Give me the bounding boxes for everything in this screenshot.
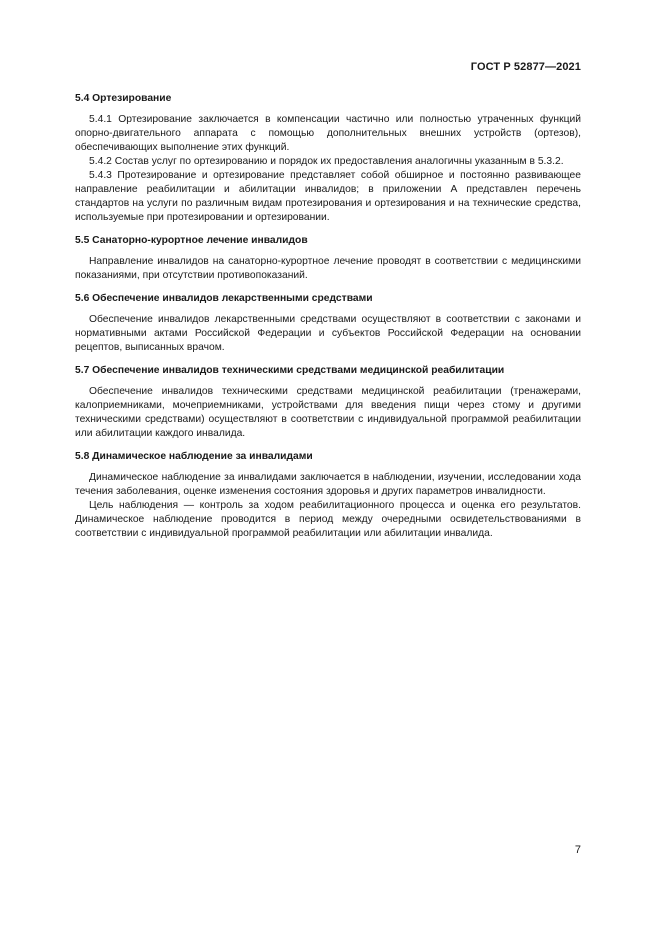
- section-5-8: [75, 450, 581, 541]
- paragraph: 5.4.2 Состав услуг по ортезированию и порядок их предоставления аналогичны указанным в 5.3.2.: [89, 156, 564, 167]
- section-title: 5.5 Санаторно-курортное лечение инвалидов: [75, 235, 308, 246]
- section-title: 5.8 Динамическое наблюдение за инвалидами: [75, 451, 313, 462]
- paragraph: Направление инвалидов на санаторно-курортное лечение проводят в соответствии с медицинскими показаниями, при отсутствии противопоказаний.: [75, 256, 581, 281]
- section-5-4: [75, 92, 581, 225]
- paragraph: Цель наблюдения — контроль за ходом реабилитационного процесса и оценка его результатов. Динамическое наблюдение проводится в период между очередными освидетельствованиями в соответствии с индивидуальной программой реабилитации или абилитации инвалида.: [75, 500, 581, 539]
- section-5-7: [75, 364, 581, 441]
- page-number: 7: [574, 844, 581, 856]
- paragraph: Динамическое наблюдение за инвалидами заключается в наблюдении, изучении, исследовании хода течения заболевания, оценке изменения состояния здоровья и других параметров инвалидности.: [75, 472, 581, 497]
- section-title: 5.4 Ортезирование: [75, 93, 172, 104]
- document-id: ГОСТ Р 52877—2021: [470, 61, 581, 73]
- document-body: [75, 92, 581, 550]
- paragraph: 5.4.1 Ортезирование заключается в компенсации частично или полностью утраченных функций опорно-двигательного аппарата с помощью дополнительных внешних устройств (ортезов), обеспечивающих выполнение этих функций.: [75, 114, 581, 153]
- section-title: 5.6 Обеспечение инвалидов лекарственными средствами: [75, 293, 373, 304]
- paragraph: Обеспечение инвалидов лекарственными средствами осуществляют в соответствии с законами и нормативными актами Российской Федерации и субъектов Российской Федерации на основании рецептов, выписанных врачом.: [75, 314, 581, 353]
- section-title: 5.7 Обеспечение инвалидов техническими средствами медицинской реабилитации: [75, 365, 505, 376]
- section-5-6: [75, 292, 581, 355]
- paragraph: Обеспечение инвалидов техническими средствами медицинской реабилитации (тренажерами, калоприемниками, мочеприемниками, устройствами для введения пищи через стому и другими техническими средствами) осуществляют в соответствии с индивидуальной программой реабилитации или абилитации каждого инвалида.: [75, 386, 581, 439]
- paragraph: 5.4.3 Протезирование и ортезирование представляет собой обширное и постоянно развивающее направление реабилитации и абилитации инвалидов; в приложении А представлен перечень стандартов на услуги по различным видам протезирования и ортезирования и на технические средства, используемые при протезировании и ортезировании.: [75, 170, 581, 223]
- section-5-5: [75, 234, 581, 283]
